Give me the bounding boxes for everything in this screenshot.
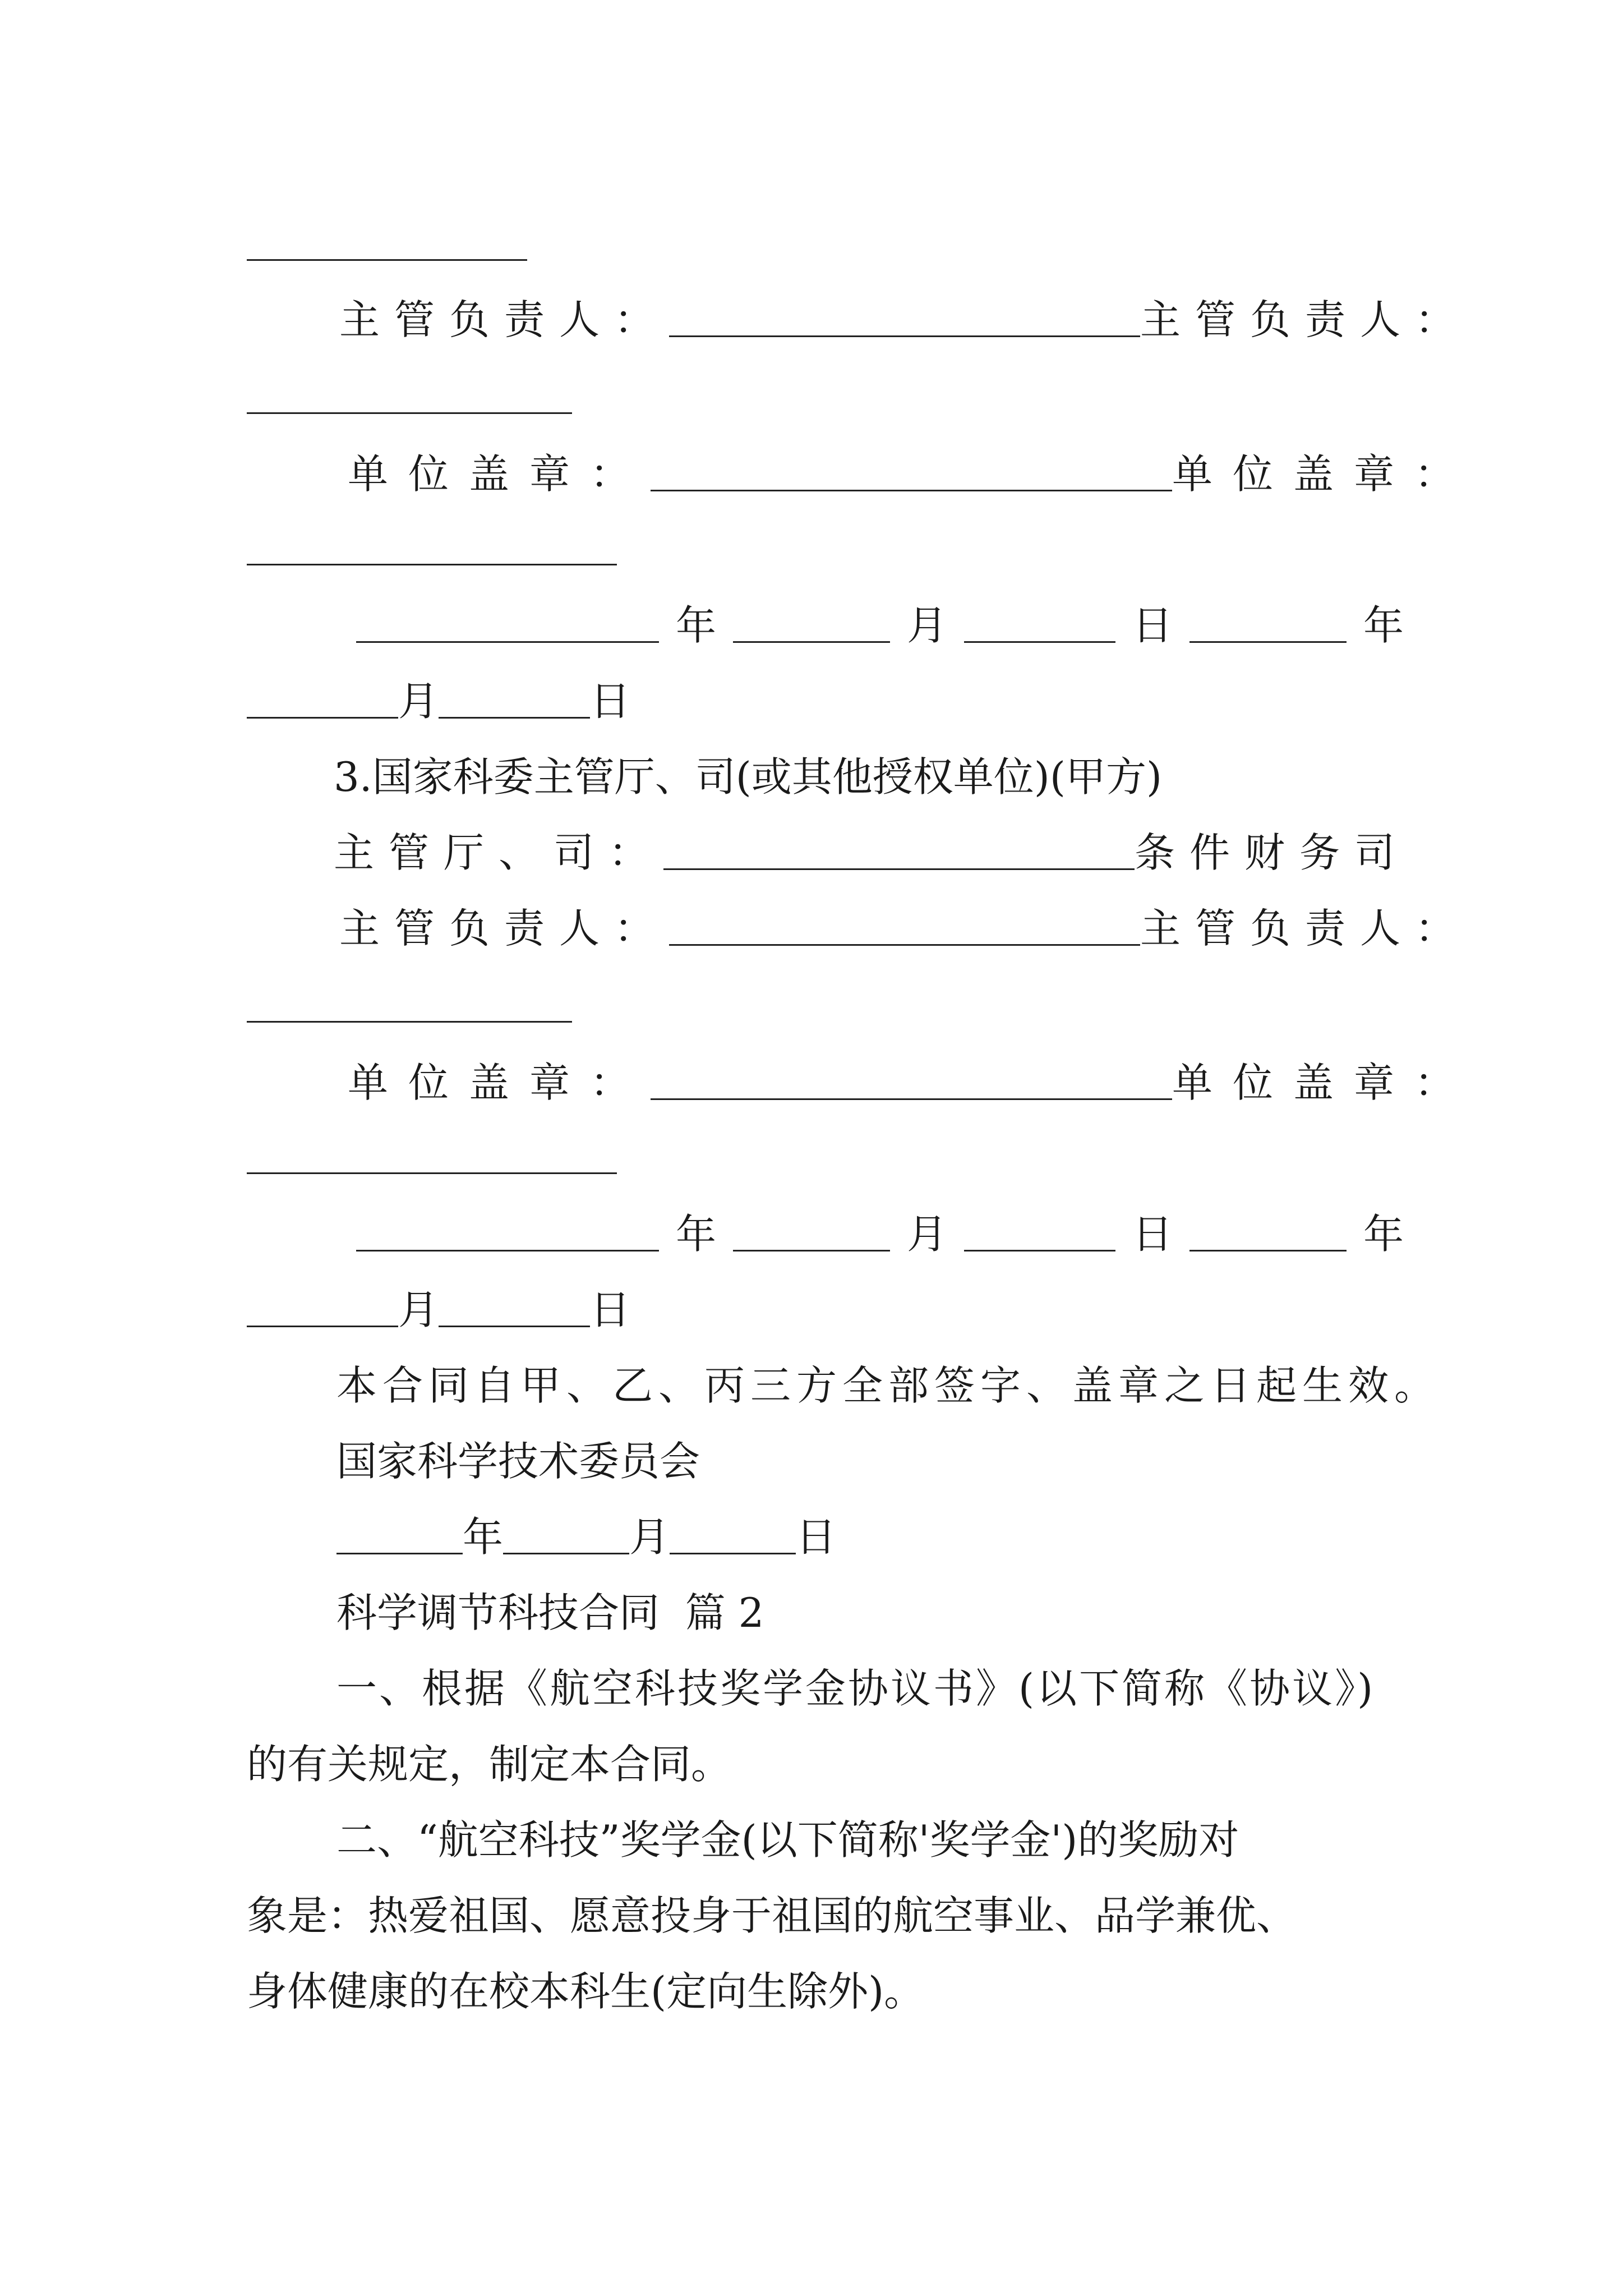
day-label: 日 [590,678,631,725]
year-blank [1189,641,1347,643]
signature-line [247,1021,572,1023]
month-blank [733,641,890,643]
day-blank [964,1250,1115,1251]
supervisor-label-left: 主管负责人： [339,296,670,343]
part2-title: 科学调节科技合同 篇 2 [336,1589,764,1636]
signature-line [247,259,527,261]
year-blank [1189,1250,1347,1251]
date-line-3-cont [247,1282,630,1338]
year-label: 年 [1363,602,1404,649]
supervisor-line-3 [339,900,1470,956]
supervisor-blank [669,944,1140,946]
year-blank [356,641,659,643]
month-blank [247,717,398,719]
month-label: 月 [629,1513,670,1561]
month-blank [503,1553,629,1554]
month-label: 月 [398,678,439,725]
date-line-a [356,597,1404,654]
dept-label: 主管厅、司： [334,829,664,876]
seal-label-right: 单位盖章： [1172,1059,1476,1106]
seal-blank [651,490,1172,491]
part2-paragraph-2-cont: 身体健康的在校本科生(定向生除外)。 [247,1968,925,2015]
year-blank [336,1553,463,1554]
day-blank [670,1553,796,1554]
month-blank [733,1250,890,1251]
signature-line [247,1172,617,1174]
dept-blank [663,868,1135,870]
month-label: 月 [907,1211,948,1258]
date-line-a-cont [247,673,630,729]
year-blank [356,1250,659,1251]
day-blank [439,717,590,719]
day-label: 日 [590,1286,631,1333]
supervisor-label-left: 主管负责人： [339,905,670,952]
day-label: 日 [796,1513,837,1561]
supervisor-label-right: 主管负责人： [1140,905,1470,952]
year-label: 年 [676,602,717,649]
month-label: 月 [398,1286,439,1333]
day-label: 日 [1132,602,1173,649]
supervisor-blank [669,335,1140,337]
year-label: 年 [463,1513,504,1561]
seal-label-left: 单位盖章： [348,450,651,498]
seal-label-right: 单位盖章： [1172,450,1476,498]
day-blank [964,641,1115,643]
day-blank [439,1326,590,1327]
effect-clause: 本合同自甲、乙、丙三方全部签字、盖章之日起生效。 [336,1362,1441,1409]
year-label: 年 [676,1211,717,1258]
part2-paragraph-1-cont: 的有关规定，制定本合同。 [247,1741,732,1788]
section-3-heading: 3.国家科委主管厅、司(或其他授权单位)(甲方) [334,753,1163,800]
finance-label: 条件财务司 [1135,829,1410,876]
part2-paragraph-2-cont: 象是：热爱祖国、愿意投身于祖国的航空事业、品学兼优、 [247,1892,1297,1939]
supervisor-line-a [339,292,1470,348]
part2-paragraph-1: 一、根据《航空科技奖学金协议书》(以下简称《协议》) [336,1665,1376,1712]
year-label: 年 [1363,1211,1404,1258]
supervisor-label-right: 主管负责人： [1140,296,1470,343]
dept-line [334,825,1409,881]
committee-name: 国家科学技术委员会 [336,1438,700,1485]
signature-line [247,564,617,565]
seal-line-3 [348,1055,1475,1111]
month-blank [247,1326,398,1327]
seal-blank [651,1098,1172,1100]
seal-label-left: 单位盖章： [348,1059,651,1106]
part2-paragraph-2: 二、“航空科技”奖学金(以下简称'奖学金')的奖励对 [336,1816,1239,1864]
date-line-3 [356,1206,1404,1262]
committee-date [336,1509,836,1565]
seal-line-a [348,446,1475,502]
day-label: 日 [1132,1211,1173,1258]
month-label: 月 [907,602,948,649]
signature-line [247,412,572,414]
